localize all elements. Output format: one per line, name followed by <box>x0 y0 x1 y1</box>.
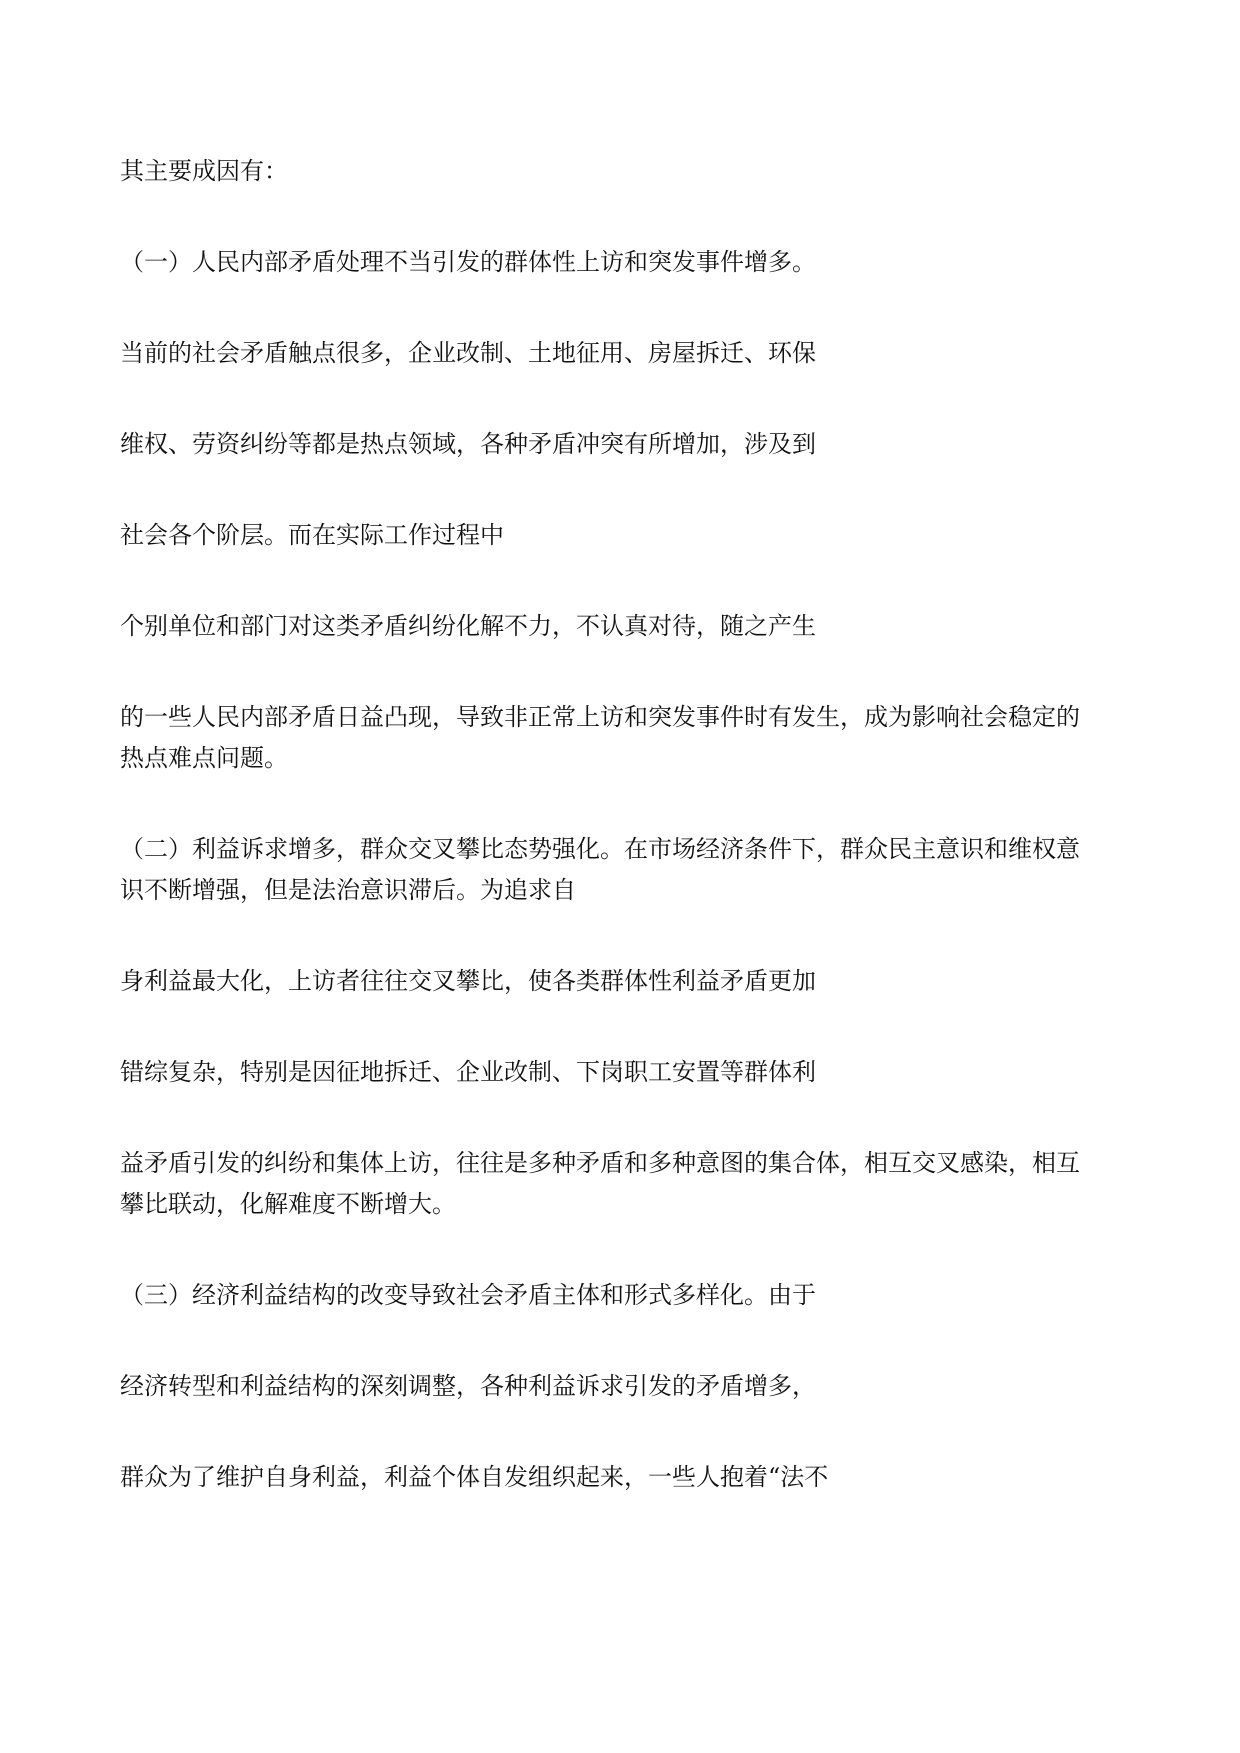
text-line: 群众为了维护自身利益，利益个体自发组织起来，一些人抱着“法不 <box>120 1463 829 1491</box>
text-line: 其主要成因有： <box>120 157 288 185</box>
text-line: 益矛盾引发的纠纷和集体上访，往往是多种矛盾和多种意图的集合体，相互交叉感染，相互 <box>120 1149 1080 1177</box>
text-line: 错综复杂，特别是因征地拆迁、企业改制、下岗职工安置等群体利 <box>120 1058 816 1086</box>
text-line: 识不断增强，但是法治意识滞后。为追求自 <box>120 876 576 904</box>
text-line: 经济转型和利益结构的深刻调整，各种利益诉求引发的矛盾增多， <box>120 1372 816 1400</box>
text-line: 社会各个阶层。而在实际工作过程中 <box>120 521 504 549</box>
text-line: 个别单位和部门对这类矛盾纠纷化解不力，不认真对待，随之产生 <box>120 612 816 640</box>
text-line: （三）经济利益结构的改变导致社会矛盾主体和形式多样化。由于 <box>120 1281 816 1309</box>
text-line: 的一些人民内部矛盾日益凸现，导致非正常上访和突发事件时有发生，成为影响社会稳定的 <box>120 703 1080 731</box>
text-line: （一）人民内部矛盾处理不当引发的群体性上访和突发事件增多。 <box>120 248 816 276</box>
text-line: 热点难点问题。 <box>120 744 288 772</box>
text-line: 当前的社会矛盾触点很多，企业改制、土地征用、房屋拆迁、环保 <box>120 339 816 367</box>
text-line: （二）利益诉求增多，群众交叉攀比态势强化。在市场经济条件下，群众民主意识和维权意 <box>120 835 1080 863</box>
text-line: 攀比联动，化解难度不断增大。 <box>120 1190 456 1218</box>
text-line: 身利益最大化，上访者往往交叉攀比，使各类群体性利益矛盾更加 <box>120 967 816 995</box>
text-line: 维权、劳资纠纷等都是热点领域，各种矛盾冲突有所增加，涉及到 <box>120 430 816 458</box>
